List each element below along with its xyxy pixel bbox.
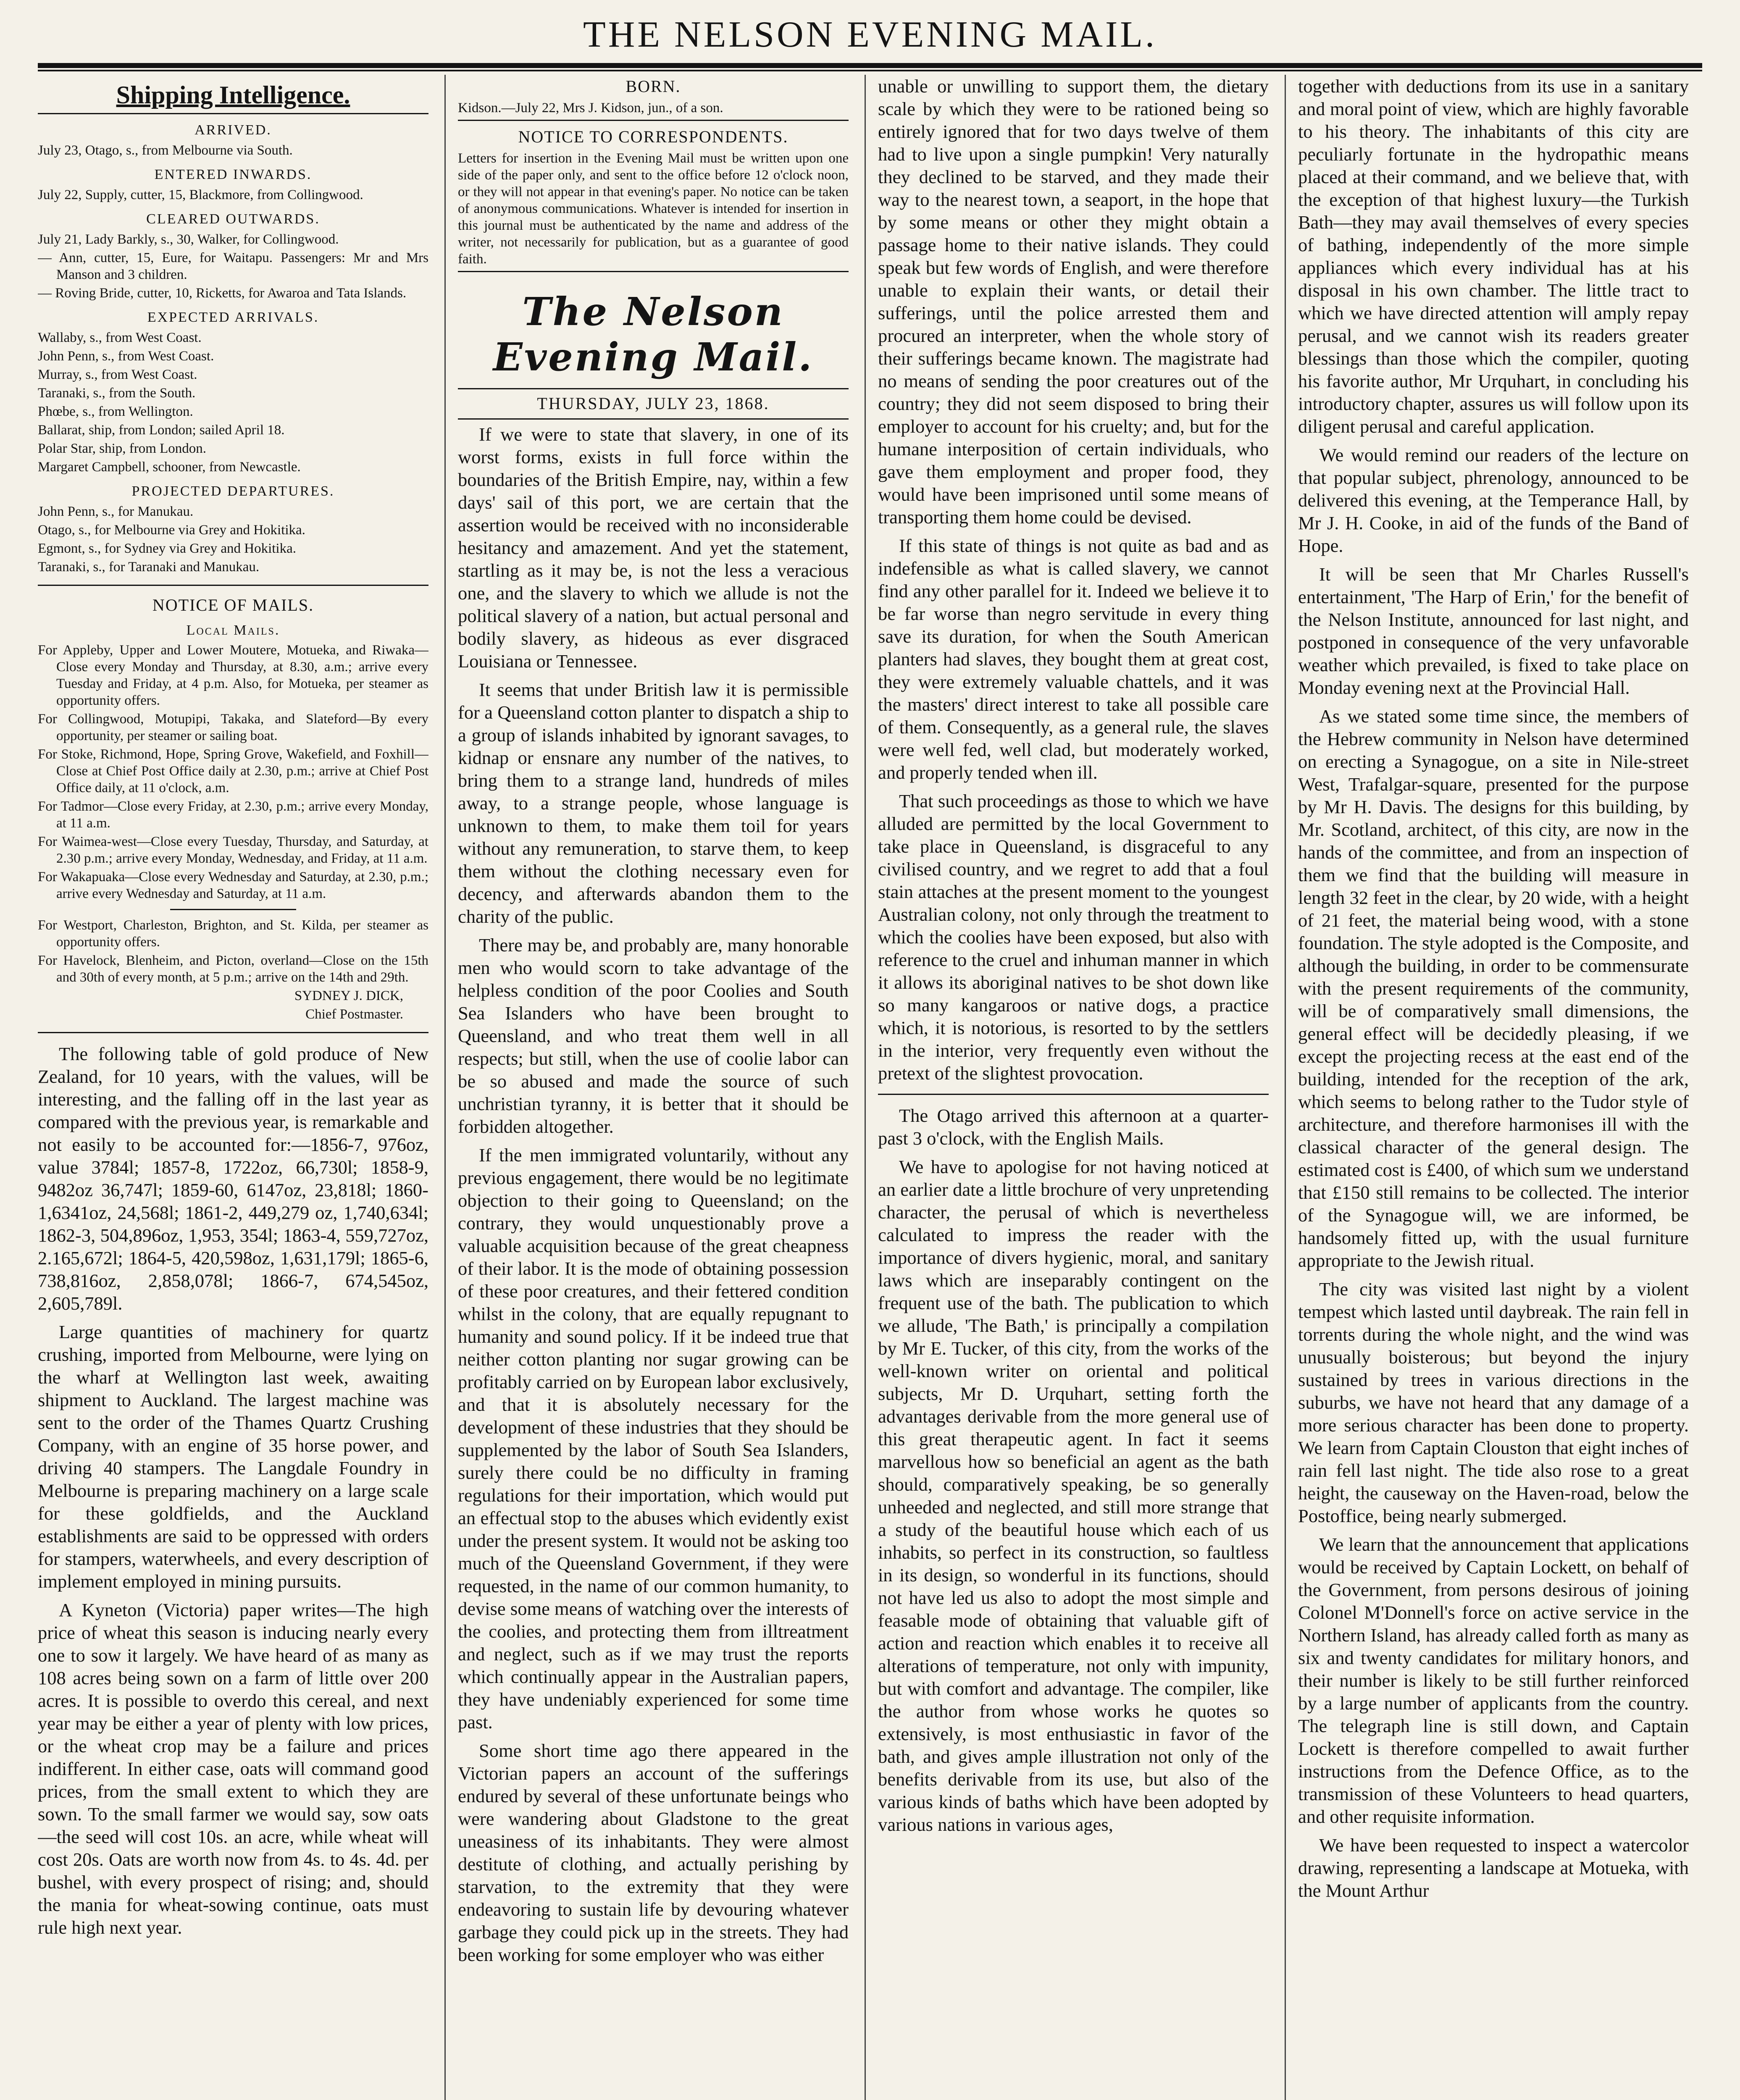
- mail-entry: For Havelock, Blenheim, and Picton, overland—Close on the 15th and 30th of every month, at 5 p.m.; arrive on the 14th and 29th.: [38, 953, 428, 985]
- shipping-entry: Phœbe, s., from Wellington.: [38, 404, 193, 419]
- notice-block: [458, 150, 849, 268]
- divider: [458, 418, 849, 420]
- shipping-entry: — Ann, cutter, 15, Eure, for Waitapu. Passengers: Mr and Mrs Manson and 3 children.: [38, 250, 428, 282]
- born-notice-block: [458, 100, 849, 116]
- shipping-entry: July 21, Lady Barkly, s., 30, Walker, for Collingwood.: [38, 232, 339, 247]
- divider: [38, 113, 428, 114]
- shipping-entry: Otago, s., for Melbourne via Grey and Hokitika.: [38, 522, 305, 538]
- divider: [878, 1094, 1269, 1095]
- shipping-intelligence: [38, 122, 428, 575]
- born-head: BORN.: [626, 77, 681, 96]
- divider: [458, 271, 849, 272]
- divider: [458, 388, 849, 389]
- article-paragraph: together with deductions from its use in a sanitary and moral point of view, which are highly favorable to his theory. The inhabitants of this city are peculiarly fortunate in the hydropathic means placed at their command, and we believe that, with the exception of that highest luxury—the Turkish Bath—they may avail themselves of every species of bathing, independently of the more simple appliances which every individual has at his disposal in his own chamber. The little tract to which we have directed attention will amply repay perusal, and we cannot wish its readers greater blessings than those which the compiler, quoting his favorite author, Mr Urquhart, in concluding his introductory chapter, assures us will follow upon its diligent perusal and careful application.: [1298, 76, 1689, 437]
- signature-name: SYDNEY J. DICK,: [294, 988, 403, 1003]
- born-notice: Kidson.—July 22, Mrs J. Kidson, jun., of a son.: [458, 100, 723, 116]
- divider: [458, 120, 849, 121]
- arrived-head: ARRIVED.: [195, 122, 272, 138]
- shipping-entry: John Penn, s., from West Coast.: [38, 349, 214, 364]
- cleared-head: CLEARED OUTWARDS.: [146, 211, 320, 227]
- dateline: THURSDAY, JULY 23, 1868.: [537, 394, 770, 413]
- shipping-entry: John Penn, s., for Manukau.: [38, 504, 194, 519]
- shipping-entry: Murray, s., from West Coast.: [38, 367, 197, 382]
- article-paragraph: The city was visited last night by a violent tempest which lasted until daybreak. The rain fell in torrents during the whole night, and the wind was unusually boisterous; but beyond the injury sustained by trees in various directions in the suburbs, we have not heard that any damage of a more serious character has been done to property. We learn from Captain Clouston that eight inches of rain fell last night. The tide also rose to a great height, the causeway on the Haven-road, below the Postoffice, being nearly submerged.: [1298, 1278, 1689, 1526]
- masthead-rule: [38, 63, 1702, 68]
- column-1: [38, 75, 428, 2100]
- notice-head: NOTICE TO CORRESPONDENTS.: [518, 127, 789, 146]
- shipping-title: Shipping Intelligence.: [116, 81, 350, 109]
- column-4: [1298, 75, 1689, 2100]
- mail-notices: [38, 642, 428, 1023]
- mail-entry: For Collingwood, Motupipi, Takaka, and Slateford—By every opportunity, per steamer or sailing boat.: [38, 711, 428, 743]
- column-divider: [444, 75, 446, 2100]
- article-paragraph: It seems that under British law it is permissible for a Queensland cotton planter to dispatch a ship to a group of islands inhabited by ignorant savages, to kidnap or ensnare any number of the natives, to bring them to a strange land, hundreds of miles away, to a strange people, whose language is unknown to them, to make them toil for years without any remuneration, to starve them, to keep them without the clothing necessary even for decency, and afterwards abandon them to the charity of the public.: [458, 679, 849, 927]
- column-divider: [865, 75, 866, 2100]
- signature-title: Chief Postmaster.: [305, 1007, 403, 1022]
- shipping-entry: Egmont, s., for Sydney via Grey and Hokitika.: [38, 541, 296, 556]
- news-items: [878, 1104, 1269, 1836]
- article-paragraph: unable or unwilling to support them, the dietary scale by which they were to be rationed being so entirely ignored that for two days twelve of them had to live upon a single pumpkin! Very naturally they declined to be starved, and they made their way to the nearest town, a seaport, in the hope that by some means or other they might obtain a passage home to their native islands. They could speak but few words of English, and were therefore unable to explain their wants, or detail their sufferings, until the police arrested them and procured an interpreter, when the whole story of their sufferings became known. The magistrate had no means of sending the poor creatures out of the country; they did not seem disposed to bring their employer to account for his cruelty; and, but for the humane interposition of certain individuals, who gave them employment and proper food, they would have been imprisoned until some means of transporting them home could be devised.: [878, 76, 1269, 528]
- news-items: [1298, 75, 1689, 1902]
- article-paragraph: A Kyneton (Victoria) paper writes—The high price of wheat this season is inducing nearly every one to sow it largely. We have heard of as many as 108 acres being sown on a farm of little over 200 acres. It is possible to overdo this cereal, and next year may be either a year of plenty with low prices, or the wheat crop may be a failure and prices indifferent. In either case, oats will command good prices, from the small extent to which they are sown. To the small farmer we would say, sow oats—the seed will cost 10s. an acre, while wheat will cost 20s. Oats are worth now from 4s. to 4s. 4d. per bushel, with every prospect of rising; and, should the mania for wheat-sowing continue, oats must rule high next year.: [38, 1599, 428, 1938]
- masthead: [38, 12, 1702, 58]
- mail-entry: For Tadmor—Close every Friday, at 2.30, p.m.; arrive every Monday, at 11 a.m.: [38, 799, 428, 831]
- leader-article-continued: [878, 75, 1269, 1084]
- nameplate: The Nelson Evening Mail.: [493, 289, 814, 380]
- mail-entry: For Waimea-west—Close every Tuesday, Thursday, and Saturday, at 2.30 p.m.; arrive every Monday, Wednesday, and Friday, at 11 a.m.: [38, 834, 428, 866]
- article-paragraph: We learn that the announcement that applications would be received by Captain Lockett, on behalf of the Government, from persons desirous of joining Colonel M'Donnell's force on active service in the Northern Island, has already called forth as many as six and twenty candidates for military honors, and their number is likely to be still further reinforced by a large number of applicants from the country. The telegraph line is still down, and Captain Lockett is therefore compelled to await further instructions from the Defence Office, as to the transmission of these Volunteers to head quarters, and other requisite information.: [1298, 1534, 1689, 1827]
- departures-head: PROJECTED DEPARTURES.: [131, 483, 335, 499]
- divider: [38, 1032, 428, 1033]
- mail-entry: For Westport, Charleston, Brighton, and St. Kilda, per steamer as opportunity offers.: [38, 918, 428, 950]
- column-divider: [1285, 75, 1286, 2100]
- notice-text: Letters for insertion in the Evening Mail must be written upon one side of the paper only, and sent to the office before 12 o'clock noon, or they will not appear in that evening's paper. No notice can be taken of anonymous communications. Whatever is intended for insertion in this journal must be authenticated by the name and address of the writer, not necessarily for publication, but as a guarantee of good faith.: [458, 151, 849, 267]
- column-3: [878, 75, 1269, 2100]
- mail-entry: For Stoke, Richmond, Hope, Spring Grove, Wakefield, and Foxhill—Close at Chief Post Office daily at 2.30, p.m.; arrive at Chief Post Office daily, at 11 o'clock, a.m.: [38, 747, 428, 795]
- shipping-entry: — Roving Bride, cutter, 10, Ricketts, for Awaroa and Tata Islands.: [38, 286, 407, 301]
- article-paragraph: If we were to state that slavery, in one of its worst forms, exists in full force within the boundaries of the British Empire, nay, within a few days' sail of this port, we are certain that the assertion would be received with no inconsiderable hesitancy and amazement. And yet the statement, startling as it may be, is not the less a veracious one, and the slavery to which we allude is not the political slavery of a nation, but actual personal and bodily slavery, as hideous as ever disgraced Louisiana or Tennessee.: [458, 424, 849, 672]
- article-paragraph: If this state of things is not quite as bad and as indefensible as what is called slavery, we cannot find any other parallel for it. Indeed we believe it to be far worse than negro servitude in every thing save its duration, for when the South American planters had slaves, they bought them at great cost, they were extremely valuable chattels, and it was the masters' direct interest to take all possible care of them. Consequently, as a general rule, the slaves were well fed, well clad, but moderately worked, and properly tended when ill.: [878, 535, 1269, 783]
- article-paragraph: Large quantities of machinery for quartz crushing, imported from Melbourne, were lying on the wharf at Wellington last week, awaiting shipment to Auckland. The largest machine was sent to the order of the Thames Quartz Crushing Company, with an engine of 35 horse power, and driving 40 stampers. The Langdale Foundry in Melbourne is preparing machinery on a large scale for these goldfields, and the Auckland establishments are said to be oppressed with orders for stampers, waterwheels, and every description of implement employed in mining pursuits.: [38, 1321, 428, 1592]
- masthead-rule-thin: [38, 70, 1702, 71]
- local-mails-head: Local Mails.: [186, 622, 280, 638]
- shipping-entry: July 22, Supply, cutter, 15, Blackmore, from Collingwood.: [38, 187, 363, 202]
- article-paragraph: The following table of gold produce of New Zealand, for 10 years, with the values, will be interesting, and the falling off in the last year as compared with the previous year, is remarkable and not easily to be accounted for:—1856-7, 976oz, value 3784l; 1857-8, 1722oz, 66,730l; 1858-9, 9482oz 36,747l; 1859-60, 6147oz, 23,818l; 1860-1,6341oz, 24,568l; 1861-2, 449,279 oz, 1,740,634l; 1862-3, 504,896oz, 1,953, 354l; 1863-4, 559,727oz, 2.165,672l; 1864-5, 420,598oz, 1,631,179l; 1865-6, 738,816oz, 2,858,078l; 1866-7, 674,545oz, 2,605,789l.: [38, 1043, 428, 1314]
- shipping-entry: Ballarat, ship, from London; sailed April 18.: [38, 423, 285, 438]
- article-paragraph: That such proceedings as those to which we have alluded are permitted by the local Government to take place in Queensland, is disgraceful to any civilised country, and we regret to add that a foul stain attaches at the present moment to the youngest Australian colony, not only through the treatment to which the coolies have been exposed, but also with reference to the cruel and inhuman manner in which it allows its aboriginal natives to be shot down like so many kangaroos or native dogs, a practice which, it is notorious, is resorted to by the settlers in the interior, very frequently even without the pretext of the slightest provocation.: [878, 790, 1269, 1084]
- article-paragraph: The Otago arrived this afternoon at a quarter-past 3 o'clock, with the English Mails.: [878, 1105, 1269, 1149]
- mail-entry: For Wakapuaka—Close every Wednesday and Saturday, at 2.30, p.m.; arrive every Wednesday and Saturday, at 11 a.m.: [38, 869, 428, 901]
- shipping-entry: Margaret Campbell, schooner, from Newcastle.: [38, 459, 301, 475]
- entered-head: ENTERED INWARDS.: [154, 167, 312, 182]
- shipping-entry: Polar Star, ship, from London.: [38, 441, 207, 456]
- article-paragraph: There may be, and probably are, many honorable men who would scorn to take advantage of the helpless condition of the poor Coolies and South Sea Islanders who have been brought to Queensland, and who treat them well in all respects; but still, when the use of coolie labor can be so abused and made the source of such unchristian tyranny, it is better that it should be forbidden altogether.: [458, 934, 849, 1137]
- mails-title: NOTICE OF MAILS.: [152, 596, 314, 614]
- article-paragraph: We have been requested to inspect a watercolor drawing, representing a landscape at Motueka, with the Mount Arthur: [1298, 1835, 1689, 1901]
- article-paragraph: If the men immigrated voluntarily, without any previous engagement, there would be no legitimate objection to their going to Queensland; on the contrary, they would unquestionably prove a valuable acquisition because of the great cheapness of their labor. It is the mode of obtaining possession of these poor creatures, and their fettered condition whilst in the colony, that are equally repugnant to humanity and sound policy. If it be indeed true that neither cotton planting nor sugar growing can be profitably carried on by European labor exclusively, and that it is absolutely necessary for the development of these industries that they should be supplemented by the labor of South Sea Islanders, surely there could be no difficulty in framing regulations for their importation, which would put an effectual stop to the abuses which evidently exist under the present system. It would not be asking too much of the Queensland Government, if they were requested, in the name of our common humanity, to devise some means of watching over the interests of the coolies, and protecting them from illtreatment and neglect, such as if we may trust the reports which continually appear in the Australian papers, they have undeniably experienced for some time past.: [458, 1144, 849, 1732]
- expected-head: EXPECTED ARRIVALS.: [147, 310, 319, 325]
- masthead-title: THE NELSON EVENING MAIL.: [583, 14, 1157, 55]
- article-paragraph: It will be seen that Mr Charles Russell's entertainment, 'The Harp of Erin,' for the benefit of the Nelson Institute, announced for last night, and postponed in consequence of the very unfavorable weather which prevailed, is fixed to take place on Monday evening next at the Provincial Hall.: [1298, 564, 1689, 698]
- divider: [38, 585, 428, 586]
- article-paragraph: Some short time ago there appeared in the Victorian papers an account of the sufferings endured by several of these unfortunate beings who were wandering about Gladstone to the great uneasiness of its inhabitants. They were almost destitute of clothing, and actually perishing by starvation, to the extremity that they were endeavoring to sustain life by devouring whatever garbage they could pick up in the streets. They had been working for some employer who was either: [458, 1740, 849, 1965]
- leader-article: [458, 423, 849, 1966]
- shipping-entry: Wallaby, s., from West Coast.: [38, 330, 202, 345]
- column-1-articles: [38, 1042, 428, 1939]
- article-paragraph: As we stated some time since, the members of the Hebrew community in Nelson have determined on erecting a Synagogue, on a site in Nile-street West, Trafalgar-square, presented for the purpose by Mr H. Davis. The designs for this building, by Mr. Scotland, architect, of this city, are now in the hands of the committee, and from an inspection of them we find that the building will measure in length 32 feet in the clear, by 20 wide, with a height of 21 feet, the material being wood, with a stone foundation. The style adopted is the Composite, and although the building, in order to be commensurate with the present requirements of the community, will be of comparatively small dimensions, the general effect will be decidedly pleasing, if we except the projecting recess at the east end of the building, intended for the reception of the ark, which seems to belong rather to the Tudor style of architecture, and therefore harmonises ill with the classical character of the general design. The estimated cost is £400, of which sum we understand that £150 still remains to be collected. The interior of the Synagogue will, we are informed, be handsomely fitted up, with the usual furniture appropriate to the Jewish ritual.: [1298, 706, 1689, 1271]
- article-paragraph: We have to apologise for not having noticed at an earlier date a little brochure of very unpretending character, the perusal of which is nevertheless calculated to impress the reader with the importance of divers hygienic, moral, and sanitary laws which are inseparably contingent on the frequent use of the bath. The publication to which we allude, 'The Bath,' is principally a compilation by Mr E. Tucker, of this city, from the works of the well-known writer on oriental and political subjects, Mr D. Urquhart, setting forth the advantages derivable from the more general use of this great therapeutic agent. In fact it seems marvellous how so beneficial an agent as the bath should, comparatively speaking, be so generally unheeded and neglected, and still more strange that a study of the beautiful house which each of us inhabits, so perfect in its construction, so faultless in its design, so wonderful in its functions, should not have led us also to adopt the most simple and feasable mode of obtaining that valuable gift of action and reaction which enables it to receive all alterations of temperature, not only with impunity, but with comfort and advantage. The compiler, like the author from whose works he quotes so extensively, is most enthusiastic in favor of the bath, and gives ample illustration not only of the benefits derivable from its use, but also of the various kinds of baths which have been adopted by various nations in various ages,: [878, 1156, 1269, 1835]
- divider: [170, 909, 296, 910]
- column-2: [458, 75, 849, 2100]
- mail-entry: For Appleby, Upper and Lower Moutere, Motueka, and Riwaka—Close every Monday and Thursday, at 8.30, a.m.; arrive every Tuesday and Friday, at 4 p.m. Also, for Motueka, per steamer as opportunity offers.: [38, 643, 428, 708]
- shipping-entry: Taranaki, s., for Taranaki and Manukau.: [38, 559, 260, 575]
- article-paragraph: We would remind our readers of the lecture on that popular subject, phrenology, announced to be delivered this evening, at the Temperance Hall, by Mr J. H. Cooke, in aid of the funds of the Band of Hope.: [1298, 444, 1689, 556]
- shipping-entry: July 23, Otago, s., from Melbourne via South.: [38, 143, 293, 158]
- shipping-entry: Taranaki, s., from the South.: [38, 386, 196, 401]
